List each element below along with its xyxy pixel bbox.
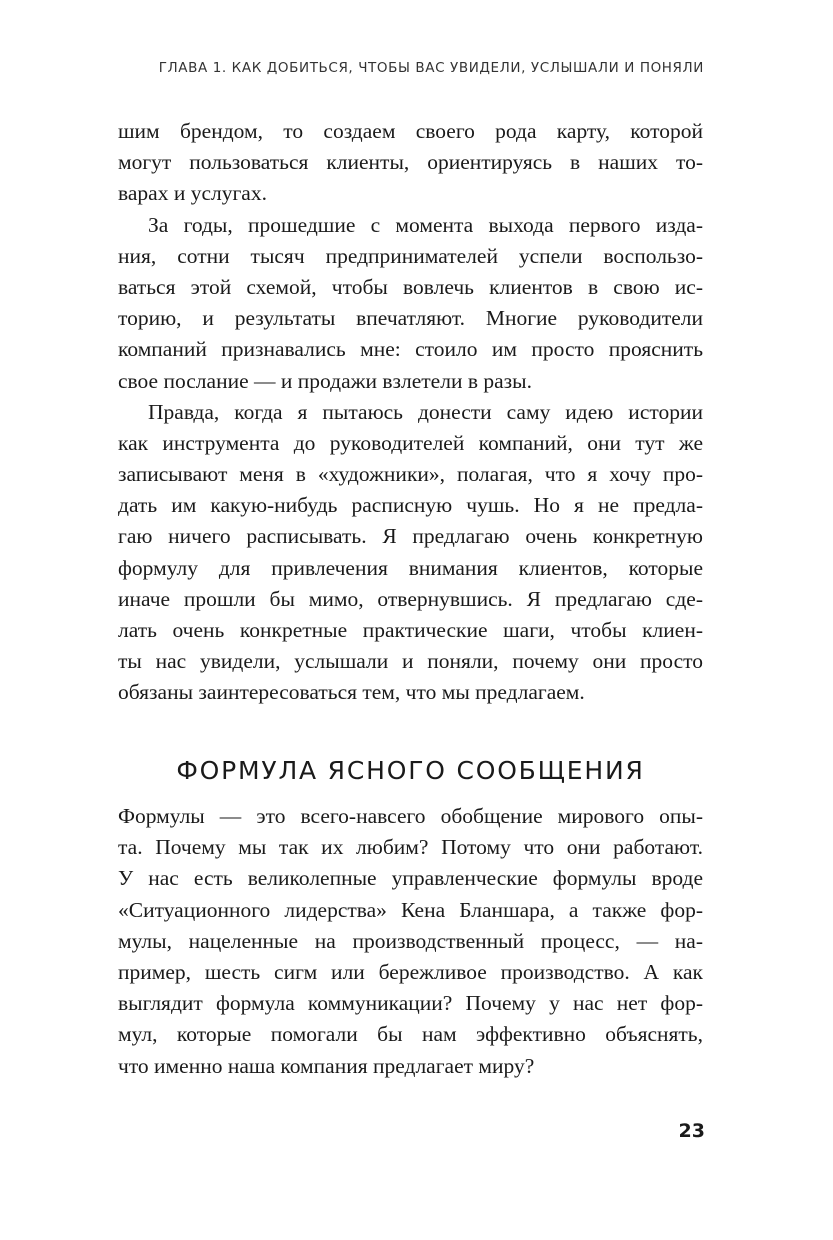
text-line: ты нас увидели, услышали и поняли, почему они просто — [118, 649, 703, 674]
text-line: записывают меня в «художники», полагая, что я хочу про- — [118, 462, 703, 487]
text-line: выглядит формула коммуникации? Почему у нас нет фор- — [118, 991, 703, 1016]
text-line: Правда, когда я пытаюсь донести саму идею истории — [148, 399, 703, 424]
text-line: мулы, нацеленные на производственный процесс, — на- — [118, 928, 703, 953]
text-line: гаю ничего расписывать. Я предлагаю очень конкретную — [118, 524, 703, 549]
section-heading: ФОРМУЛА ЯСНОГО СООБЩЕНИЯ — [176, 756, 645, 785]
text-line: компаний признавались мне: стоило им просто прояснить — [118, 337, 703, 362]
text-line: могут пользоваться клиенты, ориентируясь в наших то- — [118, 150, 703, 175]
text-line: Формулы — это всего-навсего обобщение мирового опы- — [118, 804, 703, 828]
text-line: дать им какую-нибудь расписную чушь. Но я не предла- — [118, 493, 703, 518]
text-line: ния, сотни тысяч предпринимателей успели воспользо- — [118, 243, 703, 268]
running-head: ГЛАВА 1. КАК ДОБИТЬСЯ, ЧТОБЫ ВАС УВИДЕЛИ, УСЛЫШАЛИ И ПОНЯЛИ — [158, 60, 704, 76]
text-line: У нас есть великолепные управленческие формулы вроде — [118, 866, 703, 891]
text-line: обязаны заинтересоваться тем, что мы предлагаем. — [118, 680, 585, 705]
text-line: формулу для привлечения внимания клиентов, которые — [118, 555, 703, 580]
text-line: что именно наша компания предлагает миру? — [118, 1053, 535, 1078]
text-line: лать очень конкретные практические шаги, чтобы клиен- — [118, 618, 703, 642]
text-line: иначе прошли бы мимо, отвернувшись. Я предлагаю сде- — [118, 586, 703, 611]
text-line: ваться этой схемой, чтобы вовлечь клиентов в свою ис- — [118, 274, 703, 299]
text-line: свое послание — и продажи взлетели в разы. — [118, 368, 532, 393]
body-text-top — [118, 116, 703, 709]
text-line: варах и услугах. — [118, 181, 267, 206]
body-text-bottom — [118, 801, 703, 1082]
text-line: пример, шесть сигм или бережливое производство. А как — [118, 959, 703, 984]
text-line: как инструмента до руководителей компаний, они тут же — [118, 430, 703, 455]
text-line: торию, и результаты впечатляют. Многие руководители — [118, 306, 703, 331]
text-line: «Ситуационного лидерства» Кена Бланшара, а также фор- — [118, 897, 703, 922]
text-line: За годы, прошедшие с момента выхода первого изда- — [148, 212, 703, 237]
page-number: 23 — [678, 1120, 705, 1142]
text-line: шим брендом, то создаем своего рода карту, которой — [118, 119, 703, 143]
text-line: та. Почему мы так их любим? Потому что они работают. — [118, 835, 703, 860]
text-line: мул, которые помогали бы нам эффективно объяснять, — [118, 1022, 703, 1047]
